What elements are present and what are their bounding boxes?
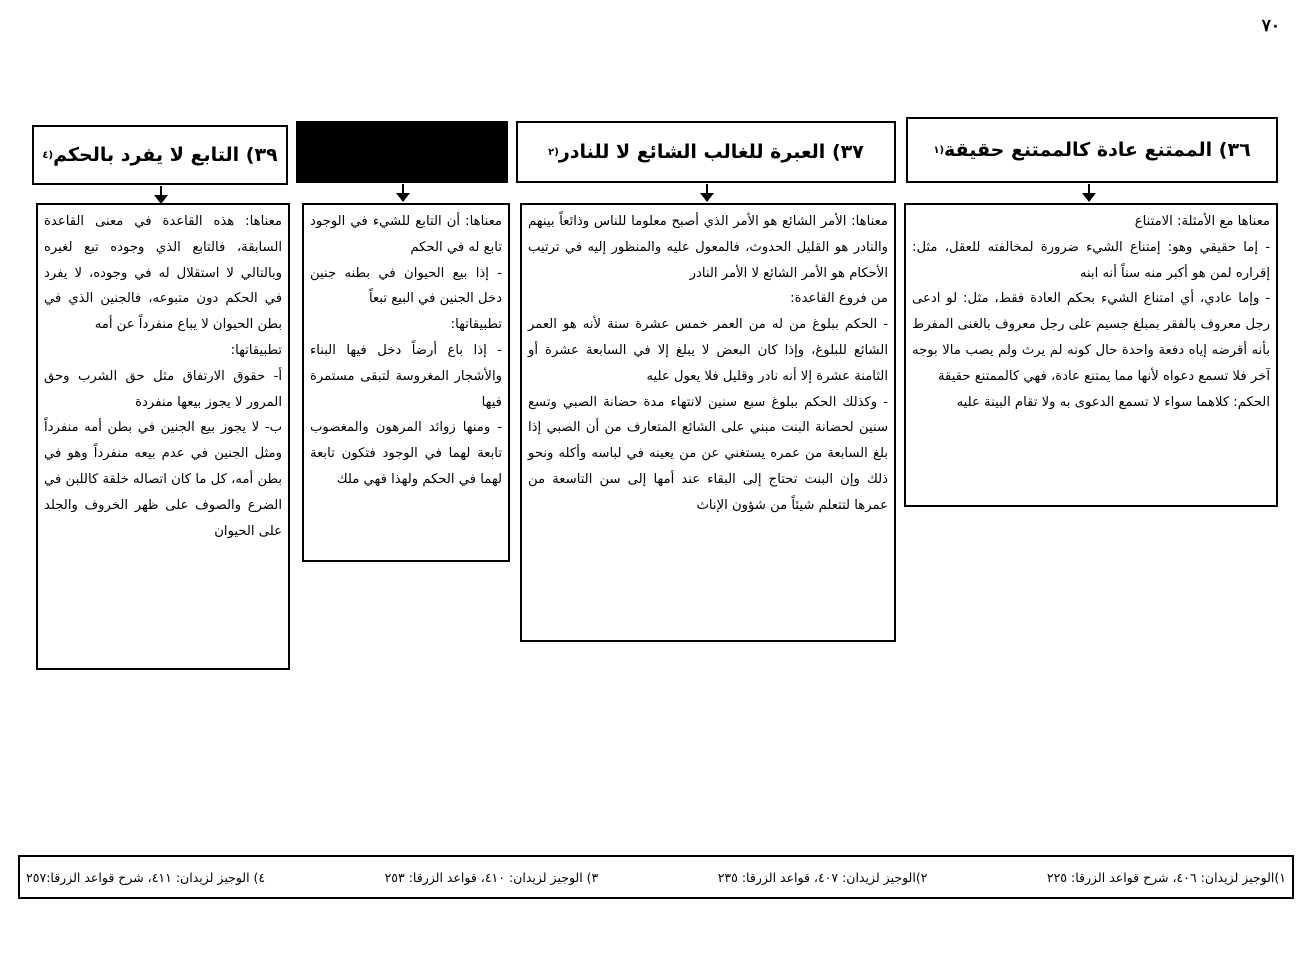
rule-37-line: معناها: الأمر الشائع هو الأمر الذي أصبح معلوما للناس وذائعاً بينهم والنادر هو القليل الحدوث، فالمعول عليه والمنظور إليه في ترتيب الأحكام هو الأمر الشائع لا الأمر النادر (528, 214, 888, 281)
rule-37-footnote-ref: (٢ (548, 146, 559, 158)
rule-39-footnote-ref: (٤ (42, 149, 54, 161)
footnotes-bar (18, 855, 1294, 899)
rule-39-body (36, 203, 290, 670)
rule-37-body (520, 203, 896, 642)
rule-38-arrow-icon (396, 184, 410, 202)
rule-37-line: من فروع القاعدة: (790, 291, 888, 307)
rule-37-title: ٣٧) العبرة للغالب الشائع لا للنادر (558, 141, 864, 163)
rule-36-line: - وإما عادي، أي امتناع الشيء بحكم العادة فقط، مثل: لو ادعى رجل معروف بالفقر بمبلغ جسيم على رجل معروف بالغنى المفرط بأنه أقرضه إياه دفعة واحدة حال كونه لم يرث ولم يصب مالا بوجه آخر فلا تسمع دعواه لأنها مما يمتنع عادة، فهي كالممتنع حقيقة (912, 291, 1270, 384)
rule-36-title: ٣٦) الممتنع عادة كالممتنع حقيقة (944, 139, 1251, 161)
rule-36-arrow-icon (1082, 184, 1096, 202)
rule-36-line: الحكم: كلاهما سواء لا تسمع الدعوى به ولا تقام البينة عليه (956, 394, 1270, 410)
rule-39-line: ب- لا يجوز بيع الجنين في بطن أمه منفرداً ومثل الجنين في عدم بيعه منفرداً وهو في بطن أمه، كل ما كان اتصاله خلقة كاللبن في الضرع والصوف على ظهر الخروف والجلد على الحيوان (44, 420, 282, 539)
rule-37-arrow-icon (700, 184, 714, 202)
footnote-4: ٤) الوجيز لزيدان: ٤١١، شرح قواعد الزرقا:٢٥٧ (26, 869, 266, 885)
rule-37-heading (516, 121, 896, 183)
rule-36-heading (906, 117, 1278, 183)
rule-38-heading-redacted (296, 121, 508, 183)
rule-36-line: معناها مع الأمثلة: الامتناع (1134, 214, 1270, 229)
footnote-2: ٢)الوجيز لزيدان: ٤٠٧، قواعد الزرقا: ٢٣٥ (717, 869, 928, 885)
page-number: ٧٠ (1261, 16, 1280, 36)
rule-39-title: ٣٩) التابع لا يفرد بالحكم (53, 144, 278, 166)
rule-36-footnote-ref: (١ (933, 144, 945, 156)
rule-37-line: - الحكم ببلوغ من له من العمر خمس عشرة سنة لأنه هو العمر الشائع للبلوغ، وإذا كان البعض لا يبلغ إلا في السابعة عشرة أو الثامنة عشرة إلا أنه نادر وقليل فلا يعول عليه (528, 317, 888, 384)
footnote-1: ١)الوجيز لزيدان: ٤٠٦، شرح قواعد الزرقا: ٢٢٥ (1046, 869, 1286, 885)
rule-38-body (302, 203, 510, 562)
rule-38-line: - ومنها زوائد المرهون والمغصوب تابعة لهما في الوجود فتكون تابعة لهما في الحكم ولهذا فهي ملك (310, 420, 502, 487)
rule-38-line: - إذا بيع الحيوان في بطنه جنين دخل الجنين في البيع تبعاً (310, 265, 502, 307)
rule-39-line: تطبيقاتها: (230, 342, 282, 358)
rule-37-line: - وكذلك الحكم ببلوغ سبع سنين لانتهاء مدة حضانة الصبي وتسع سنين لحضانة البنت مبني على الشائع المتعارف من أن الصبي إذا بلغ السابعة من عمره يستغني عن من يعينه في لباسه وأكله ونحو ذلك وإن البنت تحتاج إلى البقاء عند أمها إلى سن التاسعة من عمرها لتتعلم شيئاً من شؤون الإناث (528, 394, 888, 513)
rule-38-line: - إذا باع أرضاً دخل فيها البناء والأشجار المغروسة لتبقى مستمرة فيها (310, 342, 502, 410)
rule-39-line: معناها: هذه القاعدة في معنى القاعدة السابقة، فالتابع الذي وجوده تبع لغيره وبالتالي لا استقلال له في وجوده، لا يفرد في الحكم دون متبوعه، فالجنين الذي في بطن الحيوان لا يباع منفرداً عن أمه (44, 214, 282, 333)
rule-38-line: تطبيقاتها: (450, 317, 502, 333)
rule-39-line: أ- حقوق الارتفاق مثل حق الشرب وحق المرور لا يجوز بيعها منفردة (44, 368, 282, 410)
rule-39-arrow-icon (154, 186, 168, 204)
rule-36-body (904, 203, 1278, 507)
rule-38-line: معناها: أن التابع للشيء في الوجود تابع له في الحكم (310, 214, 502, 255)
rule-39-heading (32, 125, 288, 185)
footnote-3: ٣) الوجيز لزيدان: ٤١٠، قواعد الزرقا: ٢٥٣ (384, 869, 599, 885)
rule-36-line: - إما حقيقي وهو: إمتناع الشيء ضرورة لمخالفته للعقل، مثل: إقراره لمن هو أكبر منه سناً أنه ابنه (912, 239, 1270, 281)
